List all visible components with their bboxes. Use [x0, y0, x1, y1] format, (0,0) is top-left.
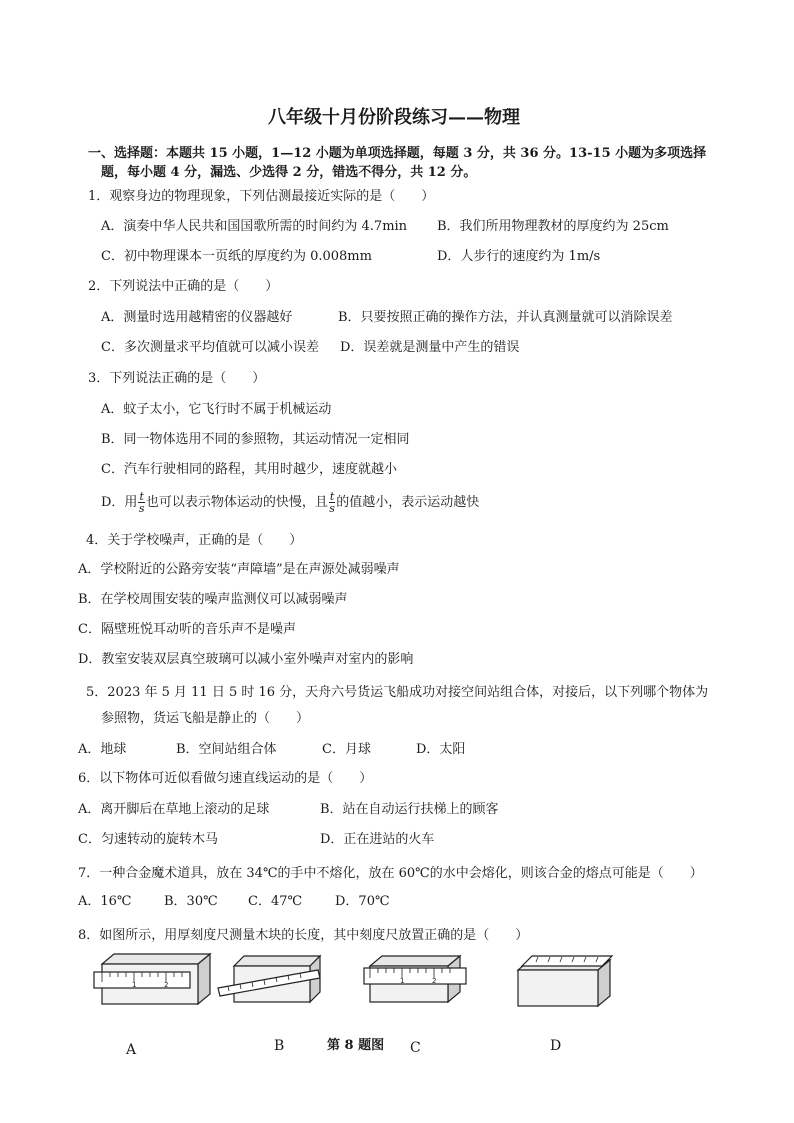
q1-option-d: D．人步行的速度约为 1m/s	[437, 249, 601, 264]
q3-option-d-part1: D．用	[101, 495, 138, 510]
q5-stem-line2: 参照物，货运飞船是静止的（ ）	[101, 711, 310, 726]
q1-option-a: A．演奏中华人民共和国国歌所需的时间约为 4.7min	[101, 219, 408, 234]
q6-option-a: A．离开脚后在草地上滚动的足球	[78, 802, 270, 817]
q7-stem: 7．一种合金魔术道具，放在 34℃的手中不熔化，放在 60℃的水中会熔化，则该合金的熔点可能是（ ）	[78, 866, 703, 881]
q7-option-d: D．70℃	[335, 894, 390, 909]
figure-label-c: C	[410, 1040, 421, 1056]
figure-caption: 第 8 题图	[327, 1038, 385, 1053]
q2-option-d: D．误差就是测量中产生的错误	[340, 340, 520, 355]
fraction-numerator-2: t	[329, 490, 335, 503]
svg-text:2: 2	[164, 981, 169, 989]
q3-option-d-part2: 也可以表示物体运动的快慢，且	[145, 495, 328, 510]
q8-stem: 8．如图所示，用厚刻度尺测量木块的长度，其中刻度尺放置正确的是（ ）	[78, 928, 529, 943]
q3-stem: 3．下列说法正确的是（ ）	[88, 371, 266, 386]
q3-option-c: C．汽车行驶相同的路程，其用时越少，速度就越小	[101, 462, 397, 477]
fraction-t-over-s	[138, 491, 144, 514]
q6-option-d: D．正在进站的火车	[320, 832, 435, 847]
q1-stem: 1．观察身边的物理现象，下列估测最接近实际的是（ ）	[88, 189, 435, 204]
q3-option-d	[101, 490, 479, 516]
svg-text:1: 1	[132, 981, 137, 989]
fraction-t-over-s-2	[329, 491, 335, 514]
q5-option-b: B．空间站组合体	[176, 742, 277, 757]
fraction-numerator: t	[139, 490, 144, 503]
q4-option-a: A．学校附近的公路旁安装“声障墙”是在声源处减弱噪声	[78, 562, 400, 577]
figure-label-d: D	[550, 1038, 562, 1054]
q2-option-a: A．测量时选用越精密的仪器越好	[101, 310, 293, 325]
q4-option-b: B．在学校周围安装的噪声监测仪可以减弱噪声	[78, 592, 348, 607]
section-instruction-line2: 题，每小题 4 分，漏选、少选得 2 分，错选不得分，共 12 分。	[101, 165, 477, 180]
fraction-denominator-2: s	[329, 502, 335, 515]
q5-stem: 5．2023 年 5 月 11 日 5 时 16 分，天舟六号货运飞船成功对接空间站组合体，对接后，以下列哪个物体为	[86, 685, 709, 700]
q7-option-c: C．47℃	[248, 894, 303, 909]
q2-option-c: C．多次测量求平均值就可以减小误差	[101, 340, 319, 355]
q2-stem: 2．下列说法中正确的是（ ）	[88, 279, 279, 294]
page-title: 八年级十月份阶段练习——物理	[268, 107, 520, 128]
figure-b-ruler-block	[214, 952, 324, 1014]
svg-text:2: 2	[432, 977, 437, 985]
q6-option-b: B．站在自动运行扶梯上的顾客	[320, 802, 499, 817]
q7-option-b: B．30℃	[164, 894, 218, 909]
q6-option-c: C．匀速转动的旋转木马	[78, 832, 218, 847]
figure-label-b: B	[274, 1038, 285, 1054]
q5-option-d: D．太阳	[416, 742, 466, 757]
q7-option-a: A．16℃	[78, 894, 132, 909]
q1-option-b: B．我们所用物理教材的厚度约为 25cm	[437, 219, 669, 234]
q4-stem: 4．关于学校噪声，正确的是（ ）	[86, 533, 303, 548]
q1-option-c: C．初中物理课本一页纸的厚度约为 0.008mm	[101, 249, 372, 264]
q3-option-b: B．同一物体选用不同的参照物，其运动情况一定相同	[101, 432, 410, 447]
q5-option-c: C．月球	[322, 742, 371, 757]
q4-option-d: D．教室安装双层真空玻璃可以减小室外噪声对室内的影响	[78, 652, 414, 667]
q3-option-d-part3: 的值越小，表示运动越快	[336, 495, 480, 510]
figure-c-ruler-block	[360, 952, 470, 1014]
figure-d-ruler-block	[508, 952, 618, 1014]
q2-option-b: B．只要按照正确的操作方法，并认真测量就可以消除误差	[338, 310, 673, 325]
fraction-denominator: s	[138, 502, 145, 515]
svg-text:1: 1	[400, 977, 405, 985]
q6-stem: 6．以下物体可近似看做匀速直线运动的是（ ）	[78, 771, 373, 786]
q4-option-c: C．隔壁班悦耳动听的音乐声不是噪声	[78, 622, 296, 637]
q3-option-a: A．蚊子太小，它飞行时不属于机械运动	[101, 402, 332, 417]
figure-a-ruler-block	[92, 952, 222, 1014]
section-instruction-line1: 一、选择题：本题共 15 小题，1—12 小题为单项选择题，每题 3 分，共 36 分。13-15 小题为多项选择	[88, 146, 707, 161]
q5-option-a: A．地球	[78, 742, 127, 757]
figure-label-a: A	[126, 1042, 137, 1058]
